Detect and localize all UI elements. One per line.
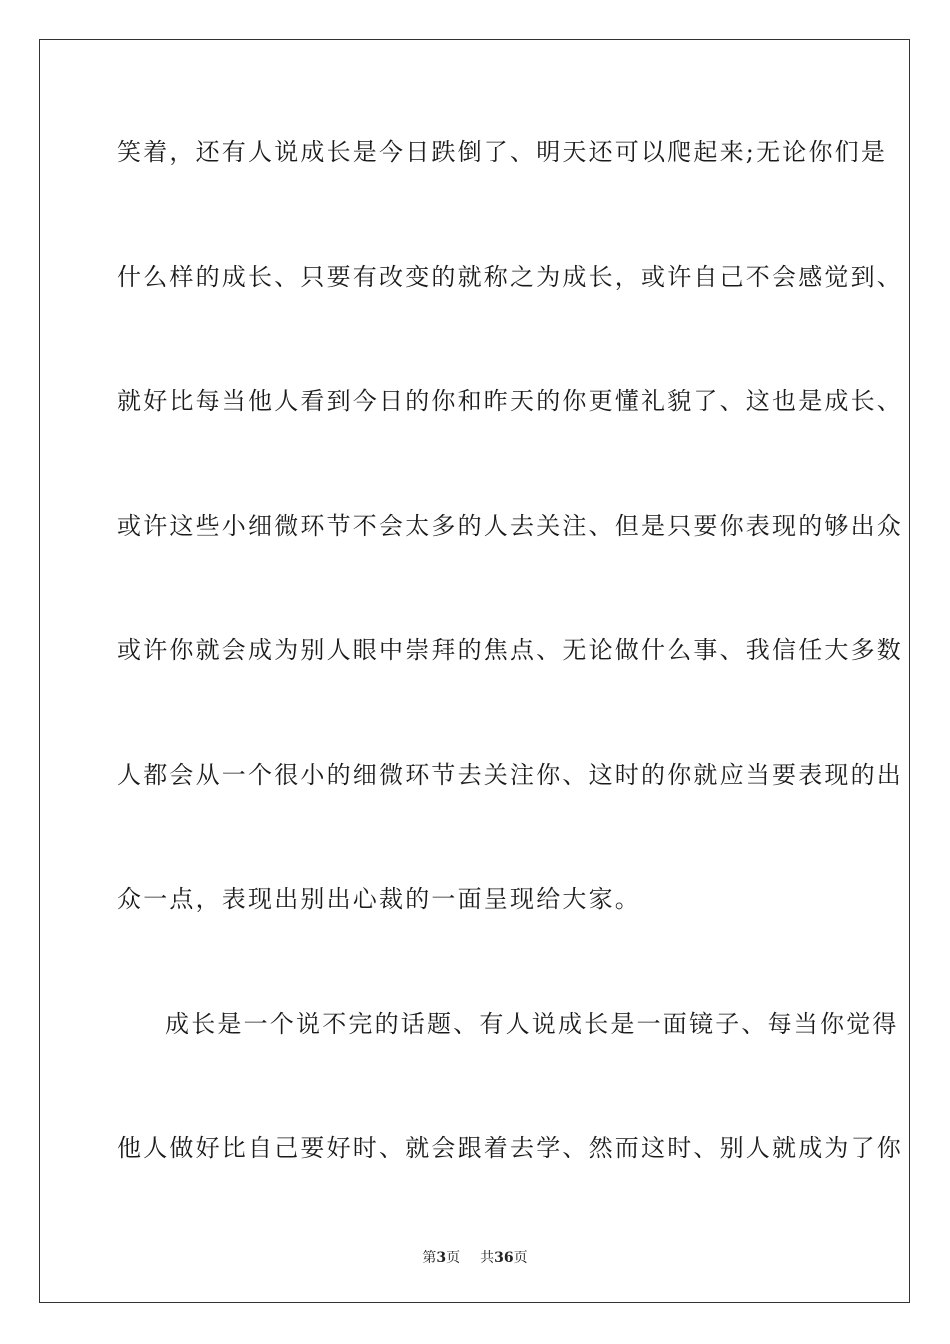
text-line-6: 人都会从一个很小的细微环节去关注你、这时的你就应当要表现的出 bbox=[117, 760, 903, 789]
document-body bbox=[117, 128, 903, 1249]
text-line-5: 或许你就会成为别人眼中崇拜的焦点、无论做什么事、我信任大多数 bbox=[117, 636, 903, 664]
text-line-7: 众一点，表现出别出心裁的一面呈现给大家。 bbox=[117, 885, 641, 913]
text-line-4: 或许这些小细微环节不会太多的人去关注、但是只要你表现的够出众 bbox=[117, 511, 903, 540]
text-line-2: 什么样的成长、只要有改变的就称之为成长，或许自己不会感觉到、 bbox=[117, 262, 903, 291]
total-pages: 36 bbox=[494, 1250, 514, 1266]
text-line-3: 就好比每当他人看到今日的你和昨天的你更懂礼貌了、这也是成长、 bbox=[117, 387, 903, 415]
page-number: 3 bbox=[436, 1250, 447, 1266]
page-footer bbox=[0, 1247, 950, 1267]
text-line-1: 笑着，还有人说成长是今日跌倒了、明天还可以爬起来;无论你们是 bbox=[117, 138, 888, 166]
total-suffix: 页 bbox=[513, 1250, 528, 1266]
total-prefix: 共 bbox=[480, 1250, 495, 1266]
text-line-8-paragraph-start: 成长是一个说不完的话题、有人说成长是一面镜子、每当你觉得 bbox=[165, 1009, 899, 1038]
text-line-9: 他人做好比自己要好时、就会跟着去学、然而这时、别人就成为了你 bbox=[117, 1134, 903, 1162]
page-prefix: 第 bbox=[422, 1250, 437, 1266]
page-suffix: 页 bbox=[446, 1250, 461, 1266]
